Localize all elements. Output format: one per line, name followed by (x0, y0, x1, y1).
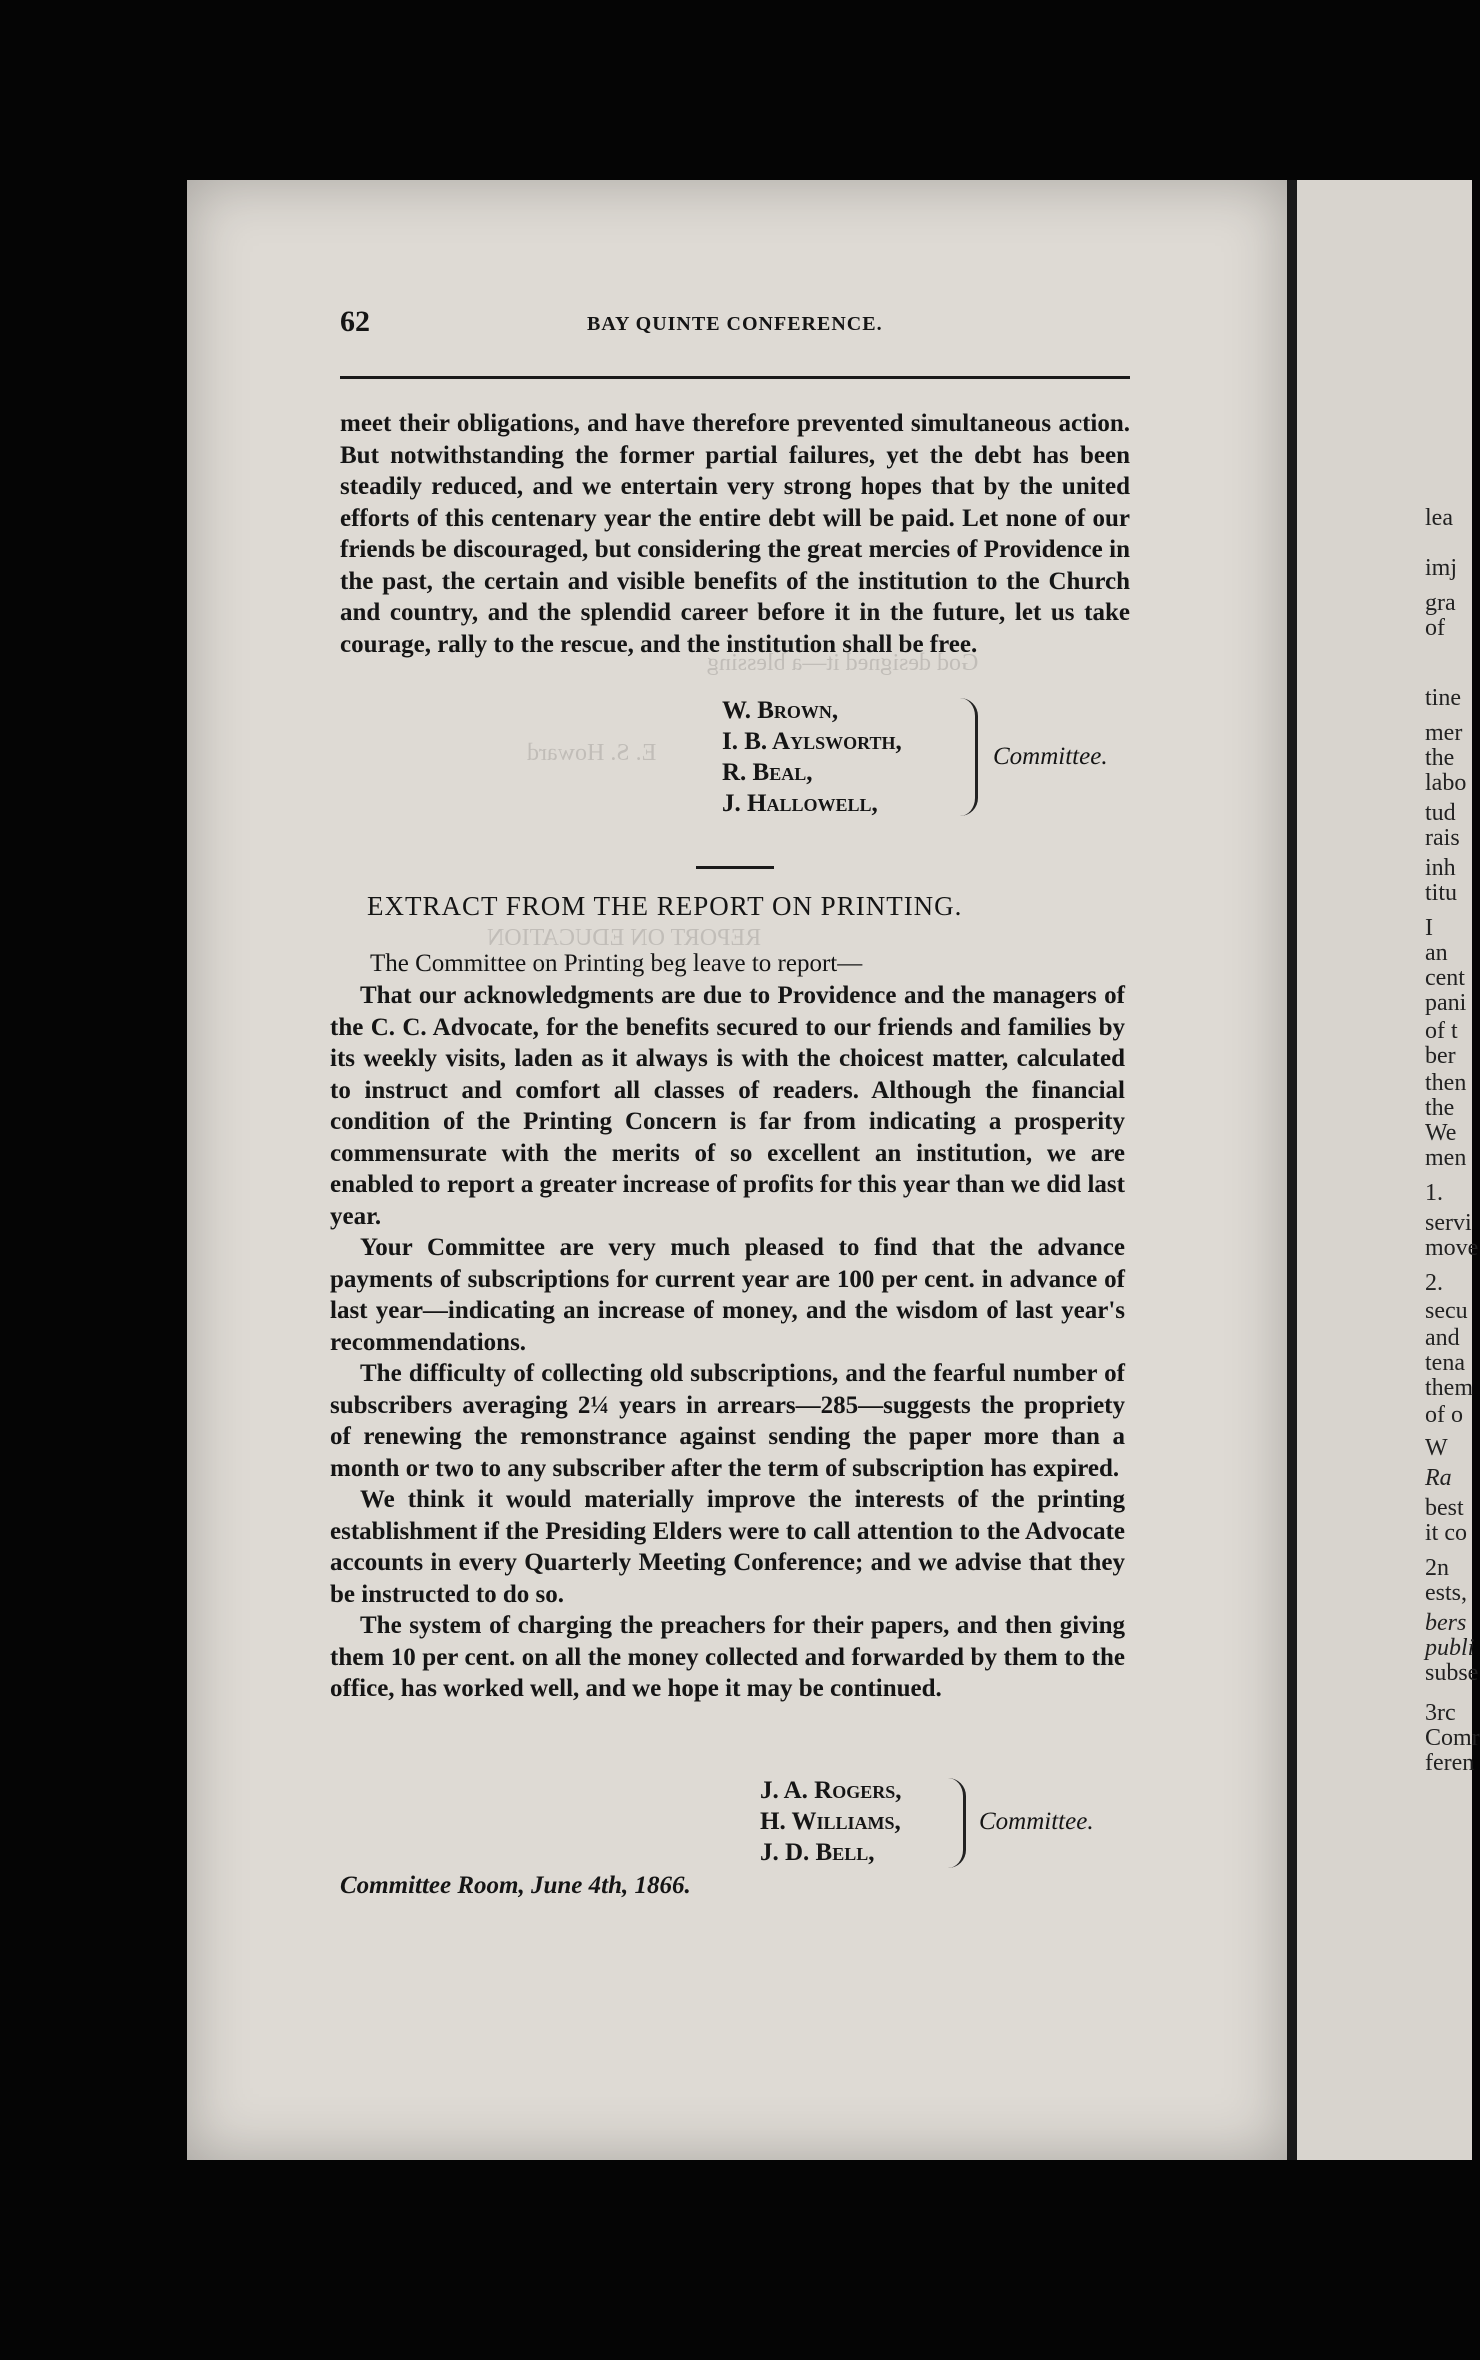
facing-page-fragment: of t (1425, 1018, 1458, 1044)
report-paragraph: Your Committee are very much pleased to find that the advance payments of subscriptions for current year are 100 per cent. in advance of last year—indicating an increase of money, and the wisdom of last year's recommendations. (330, 1234, 1125, 1356)
header-rule (340, 376, 1130, 379)
signatory: H. Williams, (760, 1808, 901, 1835)
date-text: Committee Room, June 4th, 1866. (340, 1872, 691, 1899)
report-paragraph: The system of charging the preachers for their papers, and then giving them 10 per cent. on all the money collected and forwarded by them to the office, has worked well, and we hope it may be continued. (330, 1612, 1125, 1702)
facing-page-fragment: mer (1425, 720, 1463, 746)
facing-page-fragment: W (1425, 1435, 1448, 1461)
bleed-through: REPORT ON EDUCATION (487, 925, 762, 951)
facing-page (1297, 180, 1480, 2160)
book-gutter (1287, 180, 1297, 2160)
facing-page-fragment: rais (1425, 825, 1460, 851)
facing-page-fragment: imj (1425, 555, 1458, 581)
facing-page-fragment: labo (1425, 770, 1467, 796)
facing-page-fragment: feren (1425, 1750, 1475, 1776)
signatory: W. Brown, (722, 697, 839, 724)
facing-page-fragment: publi (1425, 1635, 1475, 1661)
section-divider (696, 866, 774, 869)
facing-page-fragment: 1. (1425, 1180, 1443, 1206)
section-heading: EXTRACT FROM THE REPORT ON PRINTING. (367, 891, 963, 921)
facing-page-fragment: inh (1425, 855, 1456, 881)
report-paragraph: We think it would materially improve the interests of the printing establishment if the Presiding Elders were to call attention to the Advocate accounts in every Quarterly Meeting Conference; and we advise that they be instructed to do so. (330, 1486, 1125, 1608)
signatory: R. Beal, (722, 759, 813, 786)
book-page (187, 180, 1287, 2160)
facing-page-fragment: them (1425, 1375, 1473, 1401)
committee-label: Committee. (993, 743, 1108, 770)
facing-page-fragment: the (1425, 745, 1455, 771)
facing-page-fragment: Comr (1425, 1725, 1480, 1751)
running-head: BAY QUINTE CONFERENCE. (587, 313, 883, 335)
signatory: J. A. Rogers, (760, 1777, 902, 1804)
facing-page-fragment: gra (1425, 590, 1456, 616)
facing-page-fragment: tine (1425, 685, 1461, 711)
committee-label: Committee. (979, 1808, 1094, 1835)
facing-page-fragment: an (1425, 940, 1448, 966)
page-number: 62 (340, 305, 370, 338)
printing-report-body (340, 948, 1130, 980)
paragraph-text: meet their obligations, and have therefore prevented simultaneous action. But notwithstanding the former partial failures, yet the debt has been steadily reduced, and we entertain very strong hopes that by the united efforts of this centenary year the entire debt will be paid. Let none of our friends be discouraged, but considering the great mercies of Providence in the past, the certain and visible benefits of the institution to the Church and country, and the splendid career before it in the future, let us take courage, rally to the rescue, and the institution shall be free. (340, 410, 1130, 658)
facing-page-fragment: the (1425, 1095, 1455, 1121)
facing-page-fragment: servi (1425, 1210, 1472, 1236)
facing-page-fragment: 2n (1425, 1555, 1449, 1581)
facing-page-fragment: men (1425, 1145, 1467, 1171)
facing-page-fragment: lea (1425, 505, 1453, 531)
facing-page-fragment: Ra (1425, 1465, 1452, 1491)
facing-page-fragment: best (1425, 1495, 1464, 1521)
facing-page-fragment: ests, (1425, 1580, 1467, 1606)
facing-page-fragment: pani (1425, 990, 1467, 1016)
bleed-through: E. S. Howard (527, 740, 657, 766)
brace (957, 698, 978, 816)
printing-committee-signatures (760, 1775, 902, 1868)
facing-page-fragment: tud (1425, 800, 1456, 826)
continued-paragraph (340, 408, 1130, 660)
report-paragraph: That our acknowledgments are due to Providence and the managers of the C. C. Advocate, for the benefits secured to our friends and families by its weekly visits, laden as it always is with the choicest matter, calculated to instruct and comfort all classes of readers. Although the financial condition of the Printing Concern is far from indicating a prosperity commensurate with the merits of so excellent an institution, we are enabled to report a greater increase of profits for this year than we did last year. (330, 982, 1125, 1230)
facing-page-fragment: ber (1425, 1043, 1456, 1069)
facing-page-fragment: tena (1425, 1350, 1465, 1376)
signatory: J. D. Bell, (760, 1839, 875, 1866)
facing-page-fragment: of (1425, 615, 1445, 641)
printing-report-paragraphs (330, 980, 1125, 1705)
facing-page-fragment: of o (1425, 1402, 1463, 1428)
bleed-through: God designed it—a blessing (707, 650, 979, 676)
facing-page-fragment: and (1425, 1325, 1460, 1351)
report-intro: The Committee on Printing beg leave to report— (370, 950, 863, 977)
brace (947, 1778, 966, 1868)
report-date (340, 1872, 691, 1900)
facing-page-fragment: titu (1425, 880, 1458, 906)
facing-page-fragment: 2. (1425, 1270, 1443, 1296)
facing-page-fragment: 3rc (1425, 1700, 1456, 1726)
signatory: J. Hallowell, (722, 790, 878, 817)
facing-page-fragment: then (1425, 1070, 1467, 1096)
facing-page-fragment: We (1425, 1120, 1457, 1146)
signatory: I. B. Aylsworth, (722, 728, 902, 755)
facing-page-fragment: I (1425, 915, 1433, 941)
facing-page-fragment: bers (1425, 1610, 1467, 1636)
facing-page-fragment: cent (1425, 965, 1465, 991)
facing-page-fragment: subse (1425, 1660, 1479, 1686)
facing-page-fragment: it co (1425, 1520, 1467, 1546)
facing-page-fragment: move (1425, 1235, 1479, 1261)
report-paragraph: The difficulty of collecting old subscriptions, and the fearful number of subscribers averaging 2¼ years in arrears—285—suggests the propriety of renewing the remonstrance against sending the paper more than a month or two to any subscriber after the term of subscription has expired. (330, 1360, 1125, 1482)
facing-page-fragment: secu (1425, 1298, 1468, 1324)
first-committee-signatures (722, 695, 902, 819)
